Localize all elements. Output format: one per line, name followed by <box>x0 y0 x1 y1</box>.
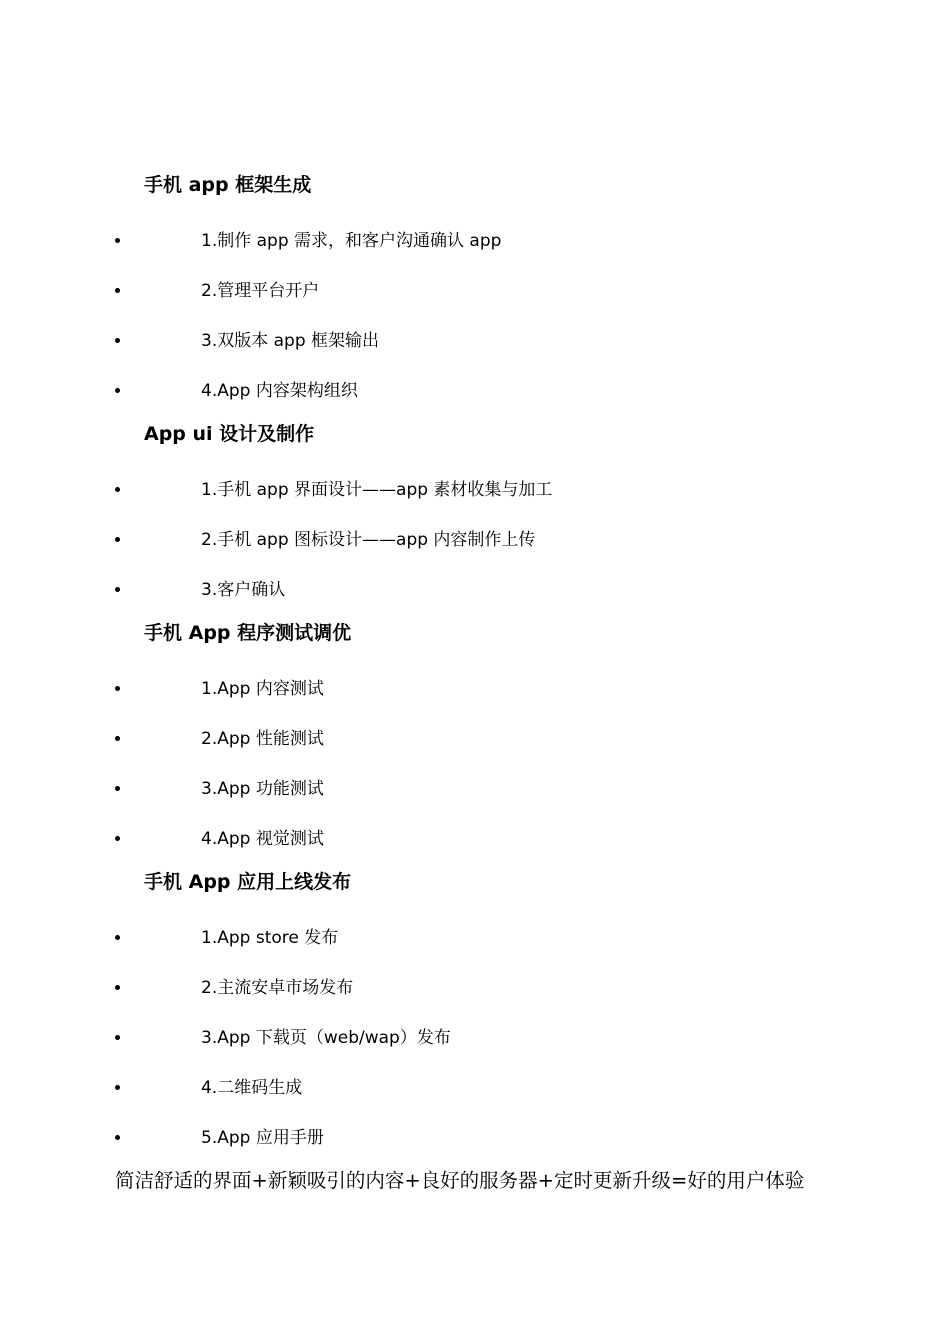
list-item <box>0 479 950 503</box>
list-item <box>0 828 950 852</box>
section-heading: 手机 app 框架生成 <box>144 174 312 196</box>
list-item-text: 3.客户确认 <box>201 580 286 600</box>
list-item-text: 2.手机 app 图标设计——app 内容制作上传 <box>201 530 536 550</box>
list-item-text: 1.制作 app 需求，和客户沟通确认 app <box>201 231 502 251</box>
bullet-icon <box>115 587 120 592</box>
bullet-icon <box>115 786 120 791</box>
bullet-icon <box>115 487 120 492</box>
list-item <box>0 280 950 304</box>
bullet-icon <box>115 537 120 542</box>
bullet-icon <box>115 238 120 243</box>
bullet-icon <box>115 1135 120 1140</box>
section-heading: 手机 App 应用上线发布 <box>144 871 352 893</box>
list-item <box>0 1027 950 1051</box>
bullet-icon <box>115 736 120 741</box>
section-heading: 手机 App 程序测试调优 <box>144 622 352 644</box>
bullet-icon <box>115 985 120 990</box>
section-heading: App ui 设计及制作 <box>144 423 315 445</box>
list-item-text: 3.App 下载页（web/wap）发布 <box>201 1028 451 1048</box>
list-item-text: 4.App 视觉测试 <box>201 829 324 849</box>
list-item-text: 3.App 功能测试 <box>201 779 324 799</box>
list-item <box>0 927 950 951</box>
bullet-icon <box>115 288 120 293</box>
list-item-text: 2.管理平台开户 <box>201 281 320 301</box>
list-item <box>0 1077 950 1101</box>
list-item-text: 1.App store 发布 <box>201 928 339 948</box>
summary-text: 简洁舒适的界面+新颖吸引的内容+良好的服务器+定时更新升级=好的用户体验 <box>115 1169 805 1192</box>
list-item-text: 2.App 性能测试 <box>201 729 324 749</box>
list-item-text: 4.二维码生成 <box>201 1078 303 1098</box>
list-item-text: 2.主流安卓市场发布 <box>201 978 354 998</box>
list-item-text: 4.App 内容架构组织 <box>201 381 358 401</box>
list-item <box>0 330 950 354</box>
list-item-text: 5.App 应用手册 <box>201 1128 324 1148</box>
bullet-icon <box>115 836 120 841</box>
list-item-text: 3.双版本 app 框架输出 <box>201 331 380 351</box>
bullet-icon <box>115 1085 120 1090</box>
bullet-icon <box>115 1035 120 1040</box>
list-item <box>0 678 950 702</box>
list-item <box>0 230 950 254</box>
bullet-icon <box>115 338 120 343</box>
list-item <box>0 977 950 1001</box>
list-item <box>0 728 950 752</box>
list-item-text: 1.手机 app 界面设计——app 素材收集与加工 <box>201 480 553 500</box>
list-item <box>0 380 950 404</box>
bullet-icon <box>115 388 120 393</box>
list-item <box>0 778 950 802</box>
bullet-icon <box>115 935 120 940</box>
list-item <box>0 529 950 553</box>
bullet-icon <box>115 686 120 691</box>
list-item-text: 1.App 内容测试 <box>201 679 324 699</box>
list-item <box>0 1127 950 1151</box>
list-item <box>0 579 950 603</box>
